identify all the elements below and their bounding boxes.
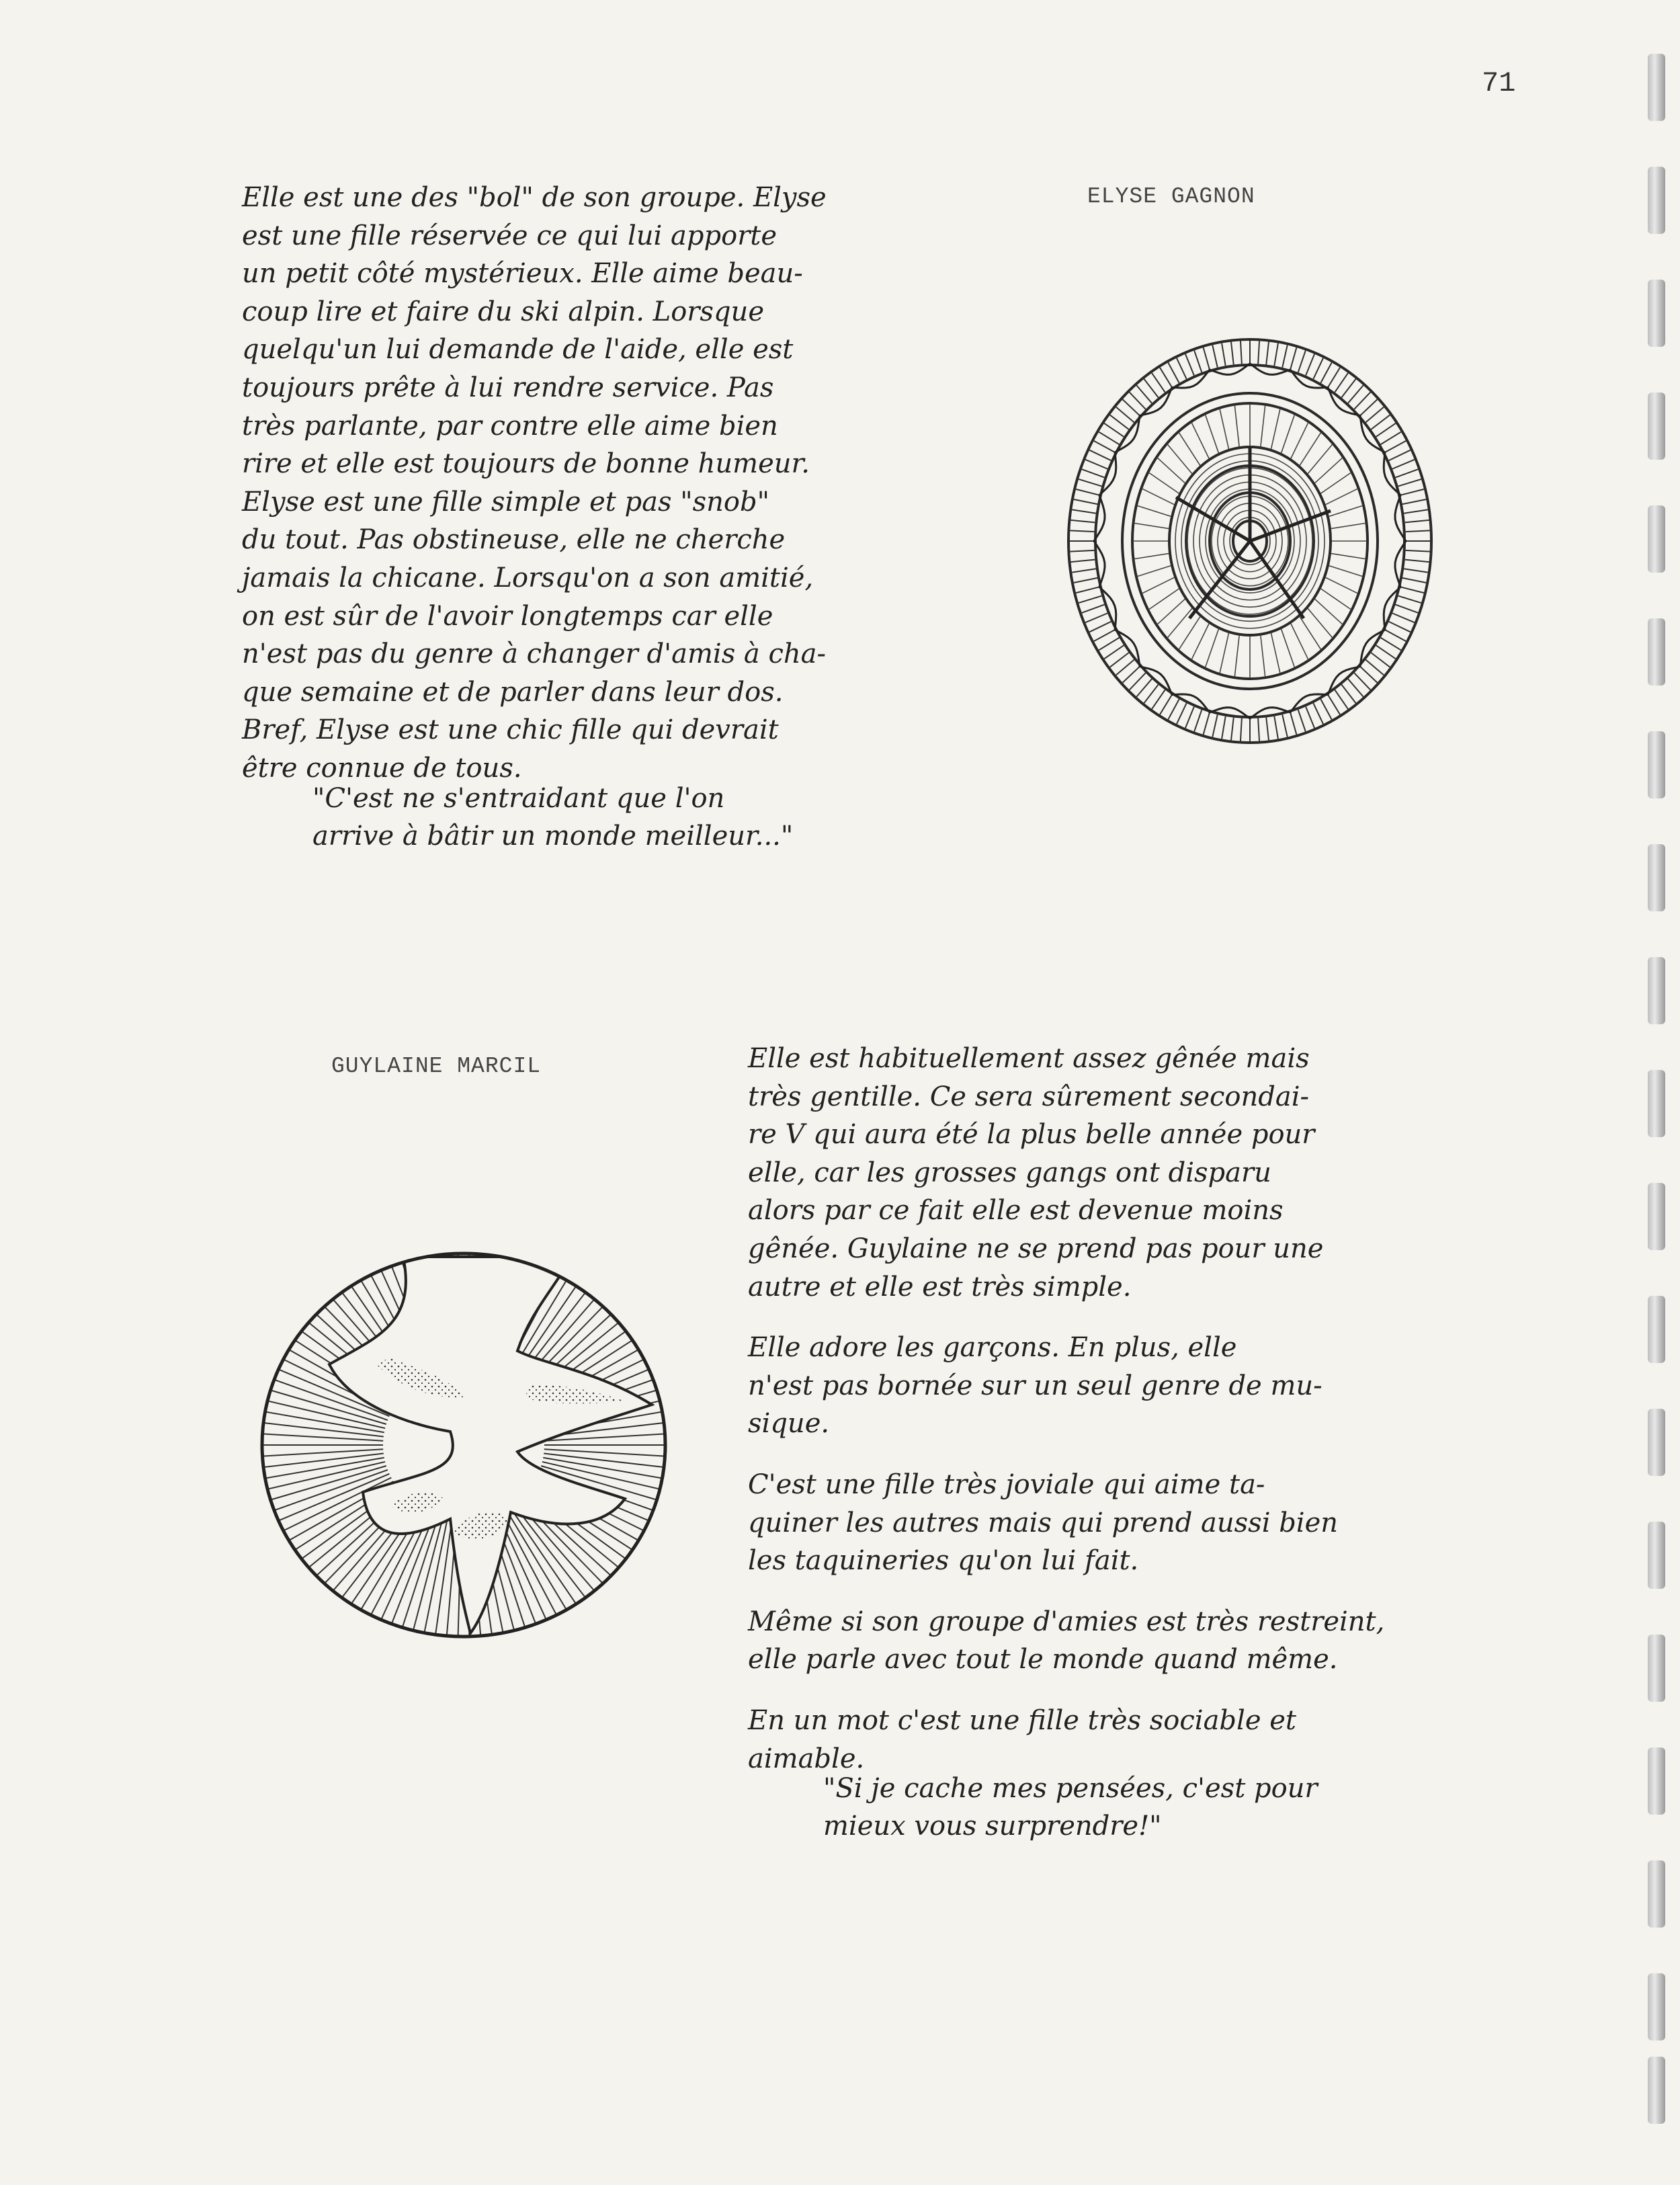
elyse-quote bbox=[312, 780, 793, 855]
spiral-binding bbox=[1648, 54, 1668, 2124]
text-line: Bref, Elyse est une chic fille qui devrait bbox=[242, 714, 779, 746]
elyse-name: ELYSE GAGNON bbox=[1087, 184, 1255, 209]
paragraph bbox=[748, 1466, 1384, 1580]
text-line: être connue de tous. bbox=[242, 752, 522, 784]
text-line: jamais la chicane. Lorsqu'on a son amitié, bbox=[242, 562, 814, 593]
binding-hole bbox=[1648, 844, 1665, 911]
binding-hole bbox=[1648, 167, 1665, 234]
binding-hole bbox=[1648, 731, 1665, 798]
text-line: En un mot c'est une fille très sociable et bbox=[748, 1704, 1296, 1736]
text-line: Elle est une des "bol" de son groupe. Elyse bbox=[242, 182, 827, 213]
guylaine-quote bbox=[823, 1770, 1318, 1845]
text-line: n'est pas du genre à changer d'amis à cha- bbox=[242, 638, 827, 670]
binding-hole bbox=[1648, 1747, 1665, 1815]
binding-hole bbox=[1648, 1635, 1665, 1702]
binding-hole bbox=[1648, 1409, 1665, 1476]
quote-line: mieux vous surprendre!" bbox=[823, 1811, 1162, 1842]
binding-hole bbox=[1648, 393, 1665, 460]
text-line: est une fille réservée ce qui lui apporte bbox=[242, 220, 778, 251]
binding-hole bbox=[1648, 1070, 1665, 1137]
binding-hole bbox=[1648, 957, 1665, 1024]
text-line: n'est pas bornée sur un seul genre de mu- bbox=[748, 1370, 1322, 1401]
binding-hole bbox=[1648, 1296, 1665, 1363]
binding-hole bbox=[1648, 54, 1665, 121]
text-line: alors par ce fait elle est devenue moins bbox=[748, 1195, 1284, 1227]
quote-line: arrive à bâtir un monde meilleur..." bbox=[312, 821, 794, 852]
text-line: elle, car les grosses gangs ont disparu bbox=[748, 1157, 1271, 1188]
text-line: Elle adore les garçons. En plus, elle bbox=[748, 1332, 1237, 1364]
binding-hole bbox=[1648, 1973, 1665, 2040]
text-line: C'est une fille très joviale qui aime ta- bbox=[748, 1469, 1265, 1500]
text-line: aimable. bbox=[748, 1743, 865, 1774]
binding-hole bbox=[1648, 1522, 1665, 1589]
text-line: les taquineries qu'on lui fait. bbox=[748, 1545, 1139, 1577]
text-line: toujours prête à lui rendre service. Pas bbox=[242, 372, 774, 403]
text-line: elle parle avec tout le monde quand même. bbox=[748, 1644, 1338, 1676]
text-line: quiner les autres mais qui prend aussi bien bbox=[748, 1507, 1339, 1538]
text-line: Elyse est une fille simple et pas "snob" bbox=[242, 486, 770, 518]
text-line: autre et elle est très simple. bbox=[748, 1271, 1132, 1303]
binding-hole bbox=[1648, 2057, 1665, 2124]
paragraph bbox=[748, 1040, 1384, 1306]
guylaine-description bbox=[748, 1040, 1384, 1801]
text-line: coup lire et faire du ski alpin. Lorsque bbox=[242, 296, 764, 327]
text-line: quelqu'un lui demande de l'aide, elle est bbox=[242, 334, 794, 366]
page-number: 71 bbox=[1482, 67, 1516, 99]
text-line: on est sûr de l'avoir longtemps car elle bbox=[242, 600, 773, 632]
binding-hole bbox=[1648, 280, 1665, 347]
binding-hole bbox=[1648, 1860, 1665, 1928]
text-line: très parlante, par contre elle aime bien bbox=[242, 410, 778, 442]
paragraph bbox=[748, 1702, 1384, 1778]
paragraph bbox=[748, 1329, 1384, 1443]
binding-hole bbox=[1648, 505, 1665, 573]
binding-hole bbox=[1648, 1183, 1665, 1250]
quote-line: "C'est ne s'entraidant que l'on bbox=[312, 783, 725, 814]
quote-line: "Si je cache mes pensées, c'est pour bbox=[823, 1773, 1318, 1804]
text-line: du tout. Pas obstineuse, elle ne cherche bbox=[242, 524, 786, 556]
guylaine-disc-drawing bbox=[249, 1230, 679, 1647]
text-line: un petit côté mystérieux. Elle aime beau- bbox=[242, 258, 803, 290]
binding-hole bbox=[1648, 618, 1665, 686]
text-line: gênée. Guylaine ne se prend pas pour une bbox=[748, 1233, 1324, 1264]
guylaine-name: GUYLAINE MARCIL bbox=[331, 1054, 542, 1079]
text-line: Même si son groupe d'amies est très restreint, bbox=[748, 1606, 1385, 1637]
text-line: Elle est habituellement assez gênée mais bbox=[748, 1043, 1310, 1074]
text-line: que semaine et de parler dans leur dos. bbox=[242, 676, 784, 708]
text-line: très gentille. Ce sera sûrement secondai- bbox=[748, 1081, 1310, 1112]
elyse-mandala-drawing bbox=[1062, 296, 1438, 780]
text-line: re V qui aura été la plus belle année pour bbox=[748, 1119, 1315, 1151]
elyse-description bbox=[242, 179, 827, 788]
paragraph bbox=[748, 1603, 1384, 1679]
text-line: rire et elle est toujours de bonne humeur. bbox=[242, 448, 810, 480]
text-line: sique. bbox=[748, 1408, 830, 1440]
